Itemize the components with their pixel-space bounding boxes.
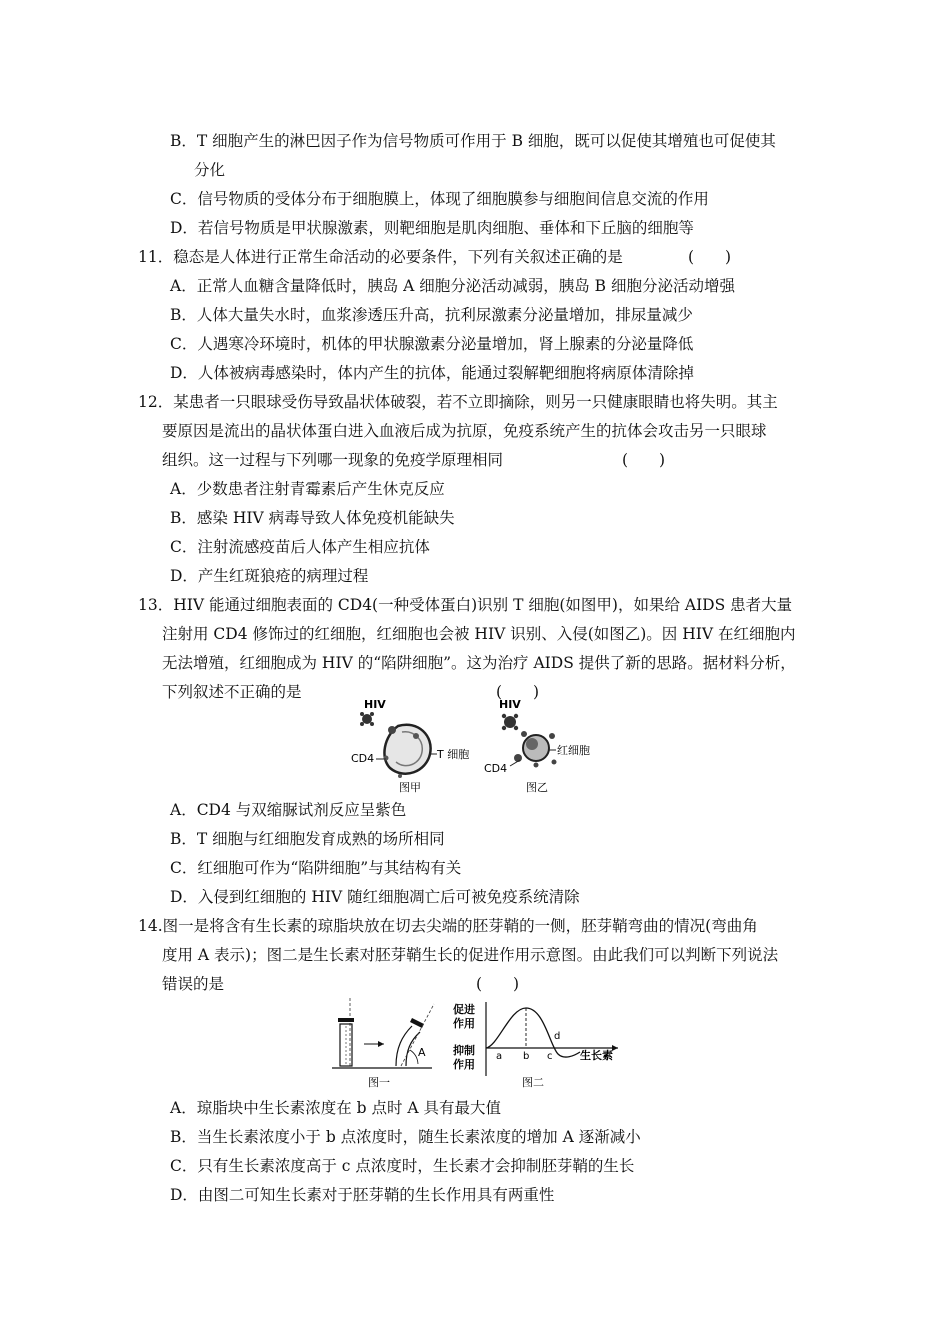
q14-figure-one [330, 996, 440, 1092]
q14-option-d: D．由图二可知生长素对于胚芽鞘的生长作用具有两重性 [170, 1186, 555, 1204]
q10-option-b-line1: B．T 细胞产生的淋巴因子作为信号物质可作用于 B 细胞，既可以促使其增殖也可促使其 [170, 132, 776, 150]
q14-option-b: B．当生长素浓度小于 b 点浓度时，随生长素浓度的增加 A 逐渐减小 [170, 1128, 641, 1146]
figure-b-hiv-label: HIV [499, 698, 521, 711]
q10-option-b-line2: 分化 [194, 161, 226, 179]
q14-stem-line3: 错误的是 [162, 975, 225, 993]
figure-one-caption: 图一 [368, 1076, 390, 1089]
q12-option-d: D．产生红斑狼疮的病理过程 [170, 567, 369, 585]
figure-one-angle-label: A [418, 1046, 426, 1059]
figure-two-point-b: b [523, 1051, 530, 1062]
figure-two-promote-label1: 促进 [453, 1003, 475, 1016]
figure-a-hiv-label: HIV [364, 698, 386, 711]
q11-option-b: B．人体大量失水时，血浆渗透压升高，抗利尿激素分泌量增加，排尿量减少 [170, 306, 693, 324]
figure-b-cd4-label: CD4 [484, 762, 508, 775]
figure-b-rbc-label: 红细胞 [557, 744, 590, 757]
q11-stem: 11．稳态是人体进行正常生命活动的必要条件，下列有关叙述正确的是 [138, 248, 623, 266]
q14-option-a: A．琼脂块中生长素浓度在 b 点时 A 具有最大值 [170, 1099, 502, 1117]
q13-figure [340, 696, 610, 796]
q13-answer-paren: ( ) [496, 683, 540, 701]
q12-option-a: A．少数患者注射青霉素后产生休克反应 [170, 480, 445, 498]
q13-stem-line4: 下列叙述不正确的是 [162, 683, 302, 701]
figure-two-inhibit-label2: 作用 [453, 1058, 475, 1071]
q11-option-d: D．人体被病毒感染时，体内产生的抗体，能通过裂解靶细胞将病原体清除掉 [170, 364, 694, 382]
figure-a-cd4-label: CD4 [351, 752, 375, 765]
q11-option-c: C．人遇寒冷环境时，机体的甲状腺激素分泌量增加，肾上腺素的分泌量降低 [170, 335, 694, 353]
q13-option-b: B．T 细胞与红细胞发育成熟的场所相同 [170, 830, 445, 848]
q12-option-b: B．感染 HIV 病毒导致人体免疫机能缺失 [170, 509, 455, 527]
figure-two-promote-label2: 作用 [453, 1017, 475, 1030]
figure-two-x-axis-label: 生长素 [580, 1049, 613, 1062]
q12-stem-line1: 12．某患者一只眼球受伤导致晶状体破裂，若不立即摘除，则另一只健康眼睛也将失明。其主 [138, 393, 778, 411]
q13-option-c: C．红细胞可作为“陷阱细胞”与其结构有关 [170, 859, 462, 877]
q11-option-a: A．正常人血糖含量降低时，胰岛 A 细胞分泌活动减弱，胰岛 B 细胞分泌活动增强 [170, 277, 735, 295]
q13-option-d: D．入侵到红细胞的 HIV 随红细胞凋亡后可被免疫系统清除 [170, 888, 580, 906]
figure-a-caption: 图甲 [399, 781, 421, 794]
figure-two-point-a: a [496, 1051, 503, 1062]
figure-two-point-d: d [554, 1031, 561, 1042]
q10-option-d: D．若信号物质是甲状腺激素，则靶细胞是肌肉细胞、垂体和下丘脑的细胞等 [170, 219, 694, 237]
q12-stem-line2: 要原因是流出的晶状体蛋白进入血液后成为抗原，免疫系统产生的抗体会攻击另一只眼球 [162, 422, 767, 440]
q11-answer-paren: ( ) [688, 248, 732, 266]
q14-option-c: C．只有生长素浓度高于 c 点浓度时，生长素才会抑制胚芽鞘的生长 [170, 1157, 635, 1175]
figure-two-caption: 图二 [522, 1076, 544, 1089]
figure-two-point-c: c [547, 1051, 553, 1062]
figure-b-caption: 图乙 [526, 781, 548, 794]
figure-b-red-blood-cell [502, 714, 557, 768]
q12-option-c: C．注射流感疫苗后人体产生相应抗体 [170, 538, 430, 556]
q13-stem-line1: 13．HIV 能通过细胞表面的 CD4(一种受体蛋白)识别 T 细胞(如图甲)，如果给 AIDS 患者大量 [138, 596, 793, 614]
q14-figure-two [450, 996, 630, 1092]
q14-stem-line1: 14.图一是将含有生长素的琼脂块放在切去尖端的胚芽鞘的一侧，胚芽鞘弯曲的情况(弯曲角 [138, 917, 758, 935]
q13-option-a: A．CD4 与双缩脲试剂反应呈紫色 [170, 801, 407, 819]
q14-answer-paren: ( ) [476, 975, 520, 993]
q14-stem-line2: 度用 A 表示)；图二是生长素对胚芽鞘生长的促进作用示意图。由此我们可以判断下列说法 [162, 946, 779, 964]
q12-stem-line3: 组织。这一过程与下列哪一现象的免疫学原理相同 [162, 451, 504, 469]
q13-stem-line2: 注射用 CD4 修饰过的红细胞，红细胞也会被 HIV 识别、入侵(如图乙)。因 HIV 在红细胞内 [162, 625, 796, 643]
figure-a-t-cell [360, 712, 437, 778]
q13-stem-line3: 无法增殖，红细胞成为 HIV 的“陷阱细胞”。这为治疗 AIDS 提供了新的思路。据材料分析， [162, 654, 796, 672]
figure-a-tcell-label: T 细胞 [437, 748, 470, 761]
figure-two-inhibit-label1: 抑制 [453, 1044, 475, 1057]
q10-option-c: C．信号物质的受体分布于细胞膜上，体现了细胞膜参与细胞间信息交流的作用 [170, 190, 709, 208]
q12-answer-paren: ( ) [622, 451, 666, 469]
